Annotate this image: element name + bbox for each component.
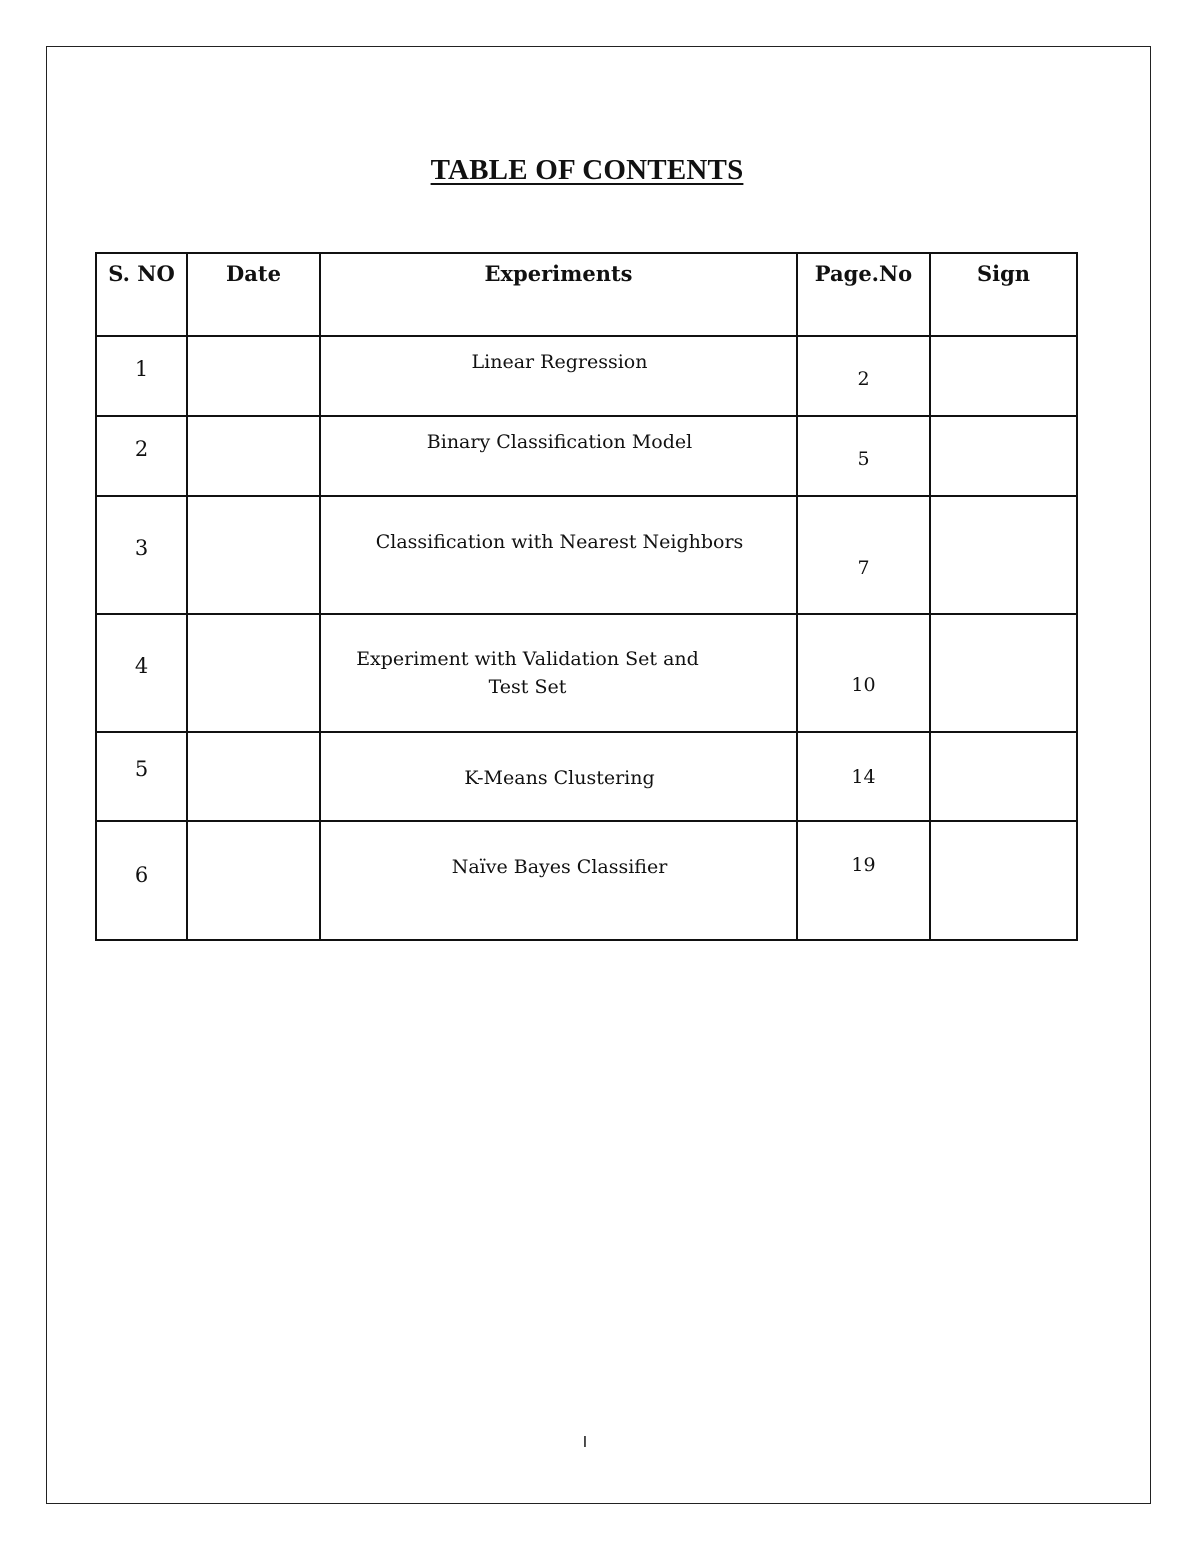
row-sno: 4 (96, 614, 187, 732)
experiment-title: Naïve Bayes Classifier (451, 856, 668, 878)
experiment-title-line2: Test Set (488, 676, 567, 698)
table-row (96, 614, 1077, 732)
header-sign: Sign (930, 253, 1077, 336)
row-date (187, 496, 320, 614)
row-date (187, 614, 320, 732)
row-sno: 3 (96, 496, 187, 614)
row-date (187, 732, 320, 821)
table-row (96, 416, 1077, 496)
row-sno: 1 (96, 336, 187, 416)
row-page: 7 (797, 496, 930, 614)
page-title: TABLE OF CONTENTS (430, 154, 744, 186)
experiment-title: Classification with Nearest Neighbors (375, 531, 744, 553)
row-sign (930, 732, 1077, 821)
experiment-title: Binary Classification Model (426, 431, 693, 453)
header-experiments: Experiments (320, 253, 797, 336)
row-sign (930, 416, 1077, 496)
row-date (187, 416, 320, 496)
experiment-title-line1: Experiment with Validation Set and (356, 648, 699, 670)
row-page: 2 (797, 336, 930, 416)
row-experiment (320, 614, 797, 732)
row-date (187, 336, 320, 416)
row-experiment (320, 496, 797, 614)
row-sno: 6 (96, 821, 187, 940)
row-page: 19 (797, 821, 930, 940)
row-sno: 2 (96, 416, 187, 496)
experiment-title: K-Means Clustering (464, 767, 655, 789)
row-experiment (320, 732, 797, 821)
table-row (96, 732, 1077, 821)
row-sign (930, 614, 1077, 732)
row-page: 14 (797, 732, 930, 821)
header-sno: S. NO (96, 253, 187, 336)
row-sno: 5 (96, 732, 187, 821)
header-date: Date (187, 253, 320, 336)
row-page: 5 (797, 416, 930, 496)
table-row (96, 336, 1077, 416)
row-sign (930, 496, 1077, 614)
contents-table (95, 252, 1078, 941)
row-date (187, 821, 320, 940)
experiment-title: Linear Regression (471, 351, 648, 373)
table-row (96, 496, 1077, 614)
row-sign (930, 336, 1077, 416)
row-experiment (320, 821, 797, 940)
row-sign (930, 821, 1077, 940)
row-page: 10 (797, 614, 930, 732)
row-experiment (320, 416, 797, 496)
header-page: Page.No (797, 253, 930, 336)
row-experiment (320, 336, 797, 416)
page-number: I (582, 1433, 588, 1451)
table-row (96, 821, 1077, 940)
table-header-row (96, 253, 1077, 336)
